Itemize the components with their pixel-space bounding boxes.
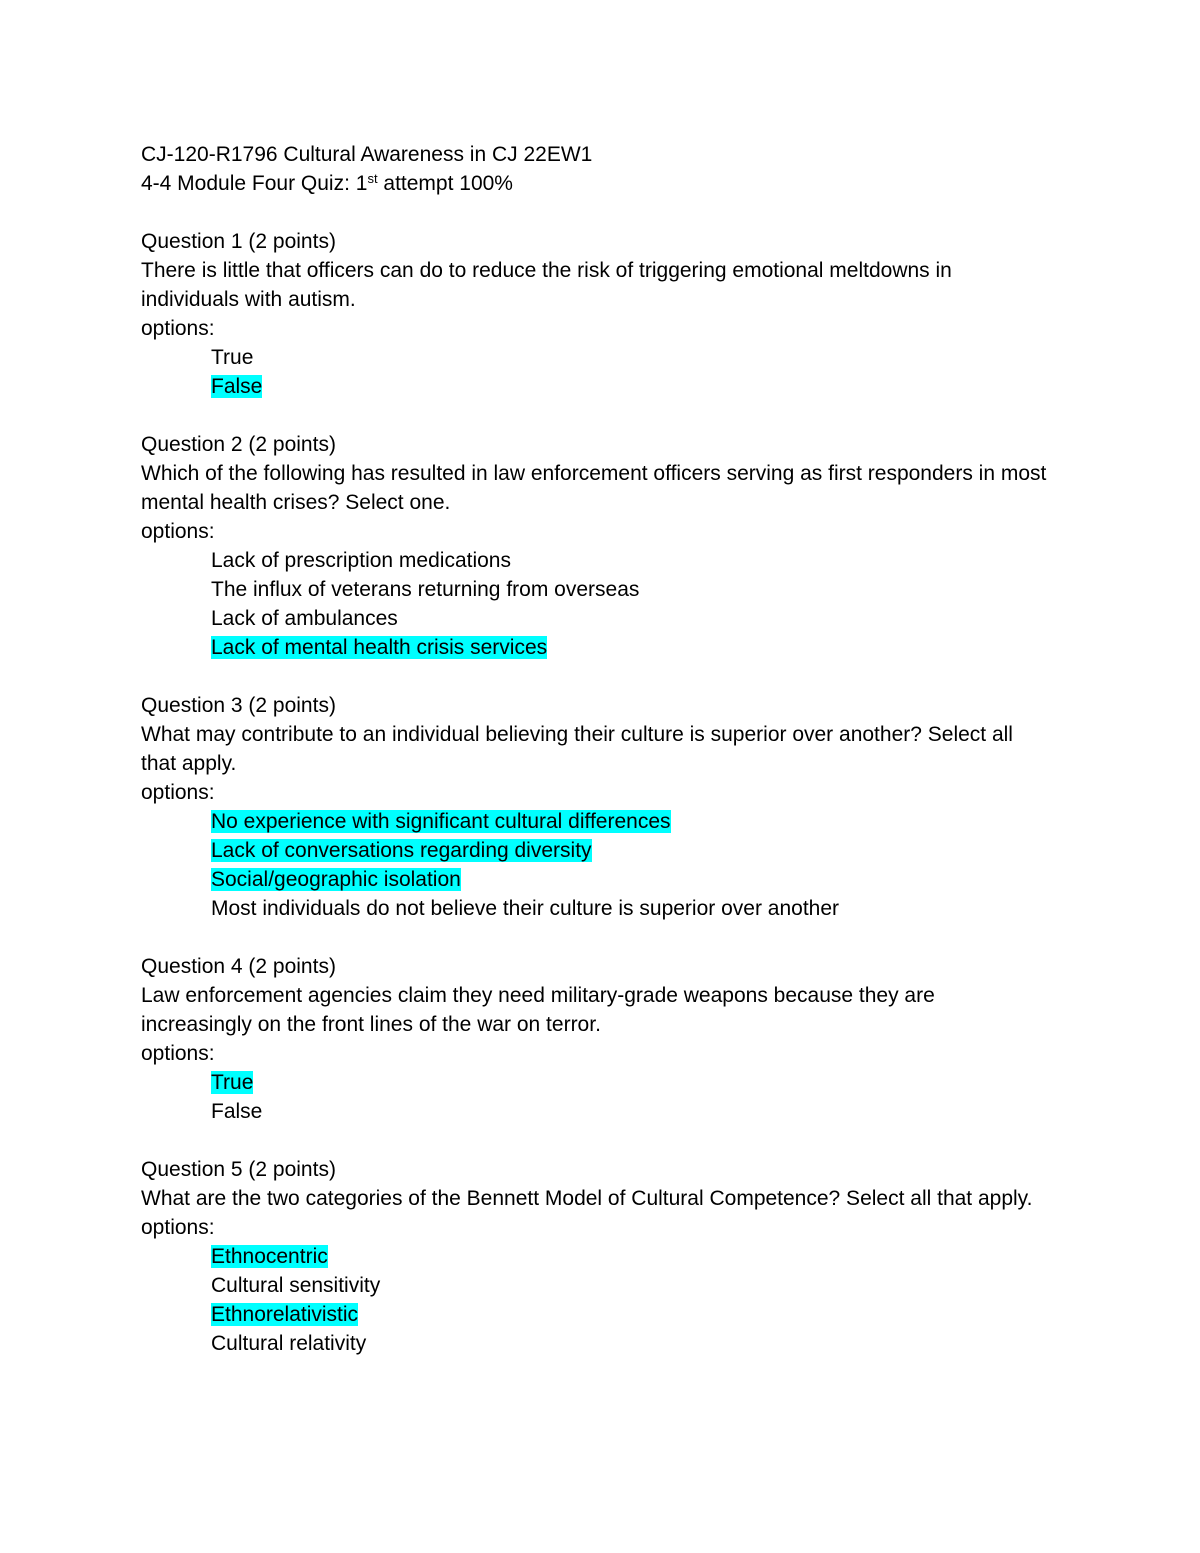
option-label-highlighted: False: [211, 375, 263, 398]
question-text: There is little that officers can do to reduce the risk of triggering emotional meltdowns in individuals with autism.: [141, 259, 952, 311]
question-block: [141, 662, 1071, 923]
spacer: [141, 198, 1071, 227]
course-title: CJ-120-R1796 Cultural Awareness in CJ 22EW1: [141, 143, 593, 166]
quiz-title-prefix: 4-4 Module Four Quiz: 1: [141, 172, 368, 195]
question-block: [141, 198, 1071, 401]
spacer: [141, 662, 1071, 691]
options-label: options:: [141, 1042, 215, 1065]
option-row: [141, 1097, 1071, 1126]
option-label: Cultural sensitivity: [211, 1274, 381, 1297]
option-label: Lack of prescription medications: [211, 549, 511, 572]
option-label: Most individuals do not believe their culture is superior over another: [211, 897, 840, 920]
option-row: [141, 1329, 1071, 1358]
option-label-highlighted: No experience with significant cultural differences: [211, 810, 671, 833]
option-label: Lack of ambulances: [211, 607, 398, 630]
option-row: [141, 604, 1071, 633]
option-row: [141, 372, 1071, 401]
question-heading: Question 1 (2 points): [141, 230, 336, 253]
option-row: [141, 575, 1071, 604]
options-label: options:: [141, 1216, 215, 1239]
questions-list: [141, 198, 1071, 1358]
option-row: [141, 1242, 1071, 1271]
quiz-title-superscript: st: [367, 171, 378, 186]
spacer: [141, 401, 1071, 430]
options-label: options:: [141, 781, 215, 804]
option-label: False: [211, 1100, 263, 1123]
option-label-highlighted: Lack of mental health crisis services: [211, 636, 548, 659]
option-row: [141, 343, 1071, 372]
question-block: [141, 401, 1071, 662]
question-block: [141, 1126, 1071, 1358]
document-page: [141, 140, 1071, 1358]
option-label: Cultural relativity: [211, 1332, 367, 1355]
spacer: [141, 1126, 1071, 1155]
option-label-highlighted: Ethnorelativistic: [211, 1303, 359, 1326]
option-row: [141, 1271, 1071, 1300]
question-block: [141, 923, 1071, 1126]
spacer: [141, 923, 1071, 952]
option-row: [141, 807, 1071, 836]
option-label: The influx of veterans returning from overseas: [211, 578, 640, 601]
quiz-title-suffix: attempt 100%: [377, 172, 513, 195]
options-label: options:: [141, 317, 215, 340]
question-heading: Question 4 (2 points): [141, 955, 336, 978]
question-heading: Question 3 (2 points): [141, 694, 336, 717]
option-row: [141, 546, 1071, 575]
option-label-highlighted: True: [211, 1071, 254, 1094]
options-label: options:: [141, 520, 215, 543]
question-text: Law enforcement agencies claim they need military-grade weapons because they are increasingly on the front lines of the war on terror.: [141, 984, 935, 1036]
option-label-highlighted: Lack of conversations regarding diversity: [211, 839, 592, 862]
option-row: [141, 633, 1071, 662]
option-label-highlighted: Social/geographic isolation: [211, 868, 461, 891]
option-row: [141, 1068, 1071, 1097]
option-label-highlighted: Ethnocentric: [211, 1245, 328, 1268]
quiz-title: [141, 169, 1071, 198]
question-text: What may contribute to an individual believing their culture is superior over another? Select all that apply.: [141, 723, 1013, 775]
question-heading: Question 5 (2 points): [141, 1158, 336, 1181]
option-row: [141, 894, 1071, 923]
question-text: What are the two categories of the Bennett Model of Cultural Competence? Select all that apply.: [141, 1187, 1033, 1210]
option-row: [141, 836, 1071, 865]
option-label: True: [211, 346, 254, 369]
option-row: [141, 865, 1071, 894]
option-row: [141, 1300, 1071, 1329]
question-text: Which of the following has resulted in law enforcement officers serving as first responders in most mental health crises? Select one.: [141, 462, 1047, 514]
question-heading: Question 2 (2 points): [141, 433, 336, 456]
